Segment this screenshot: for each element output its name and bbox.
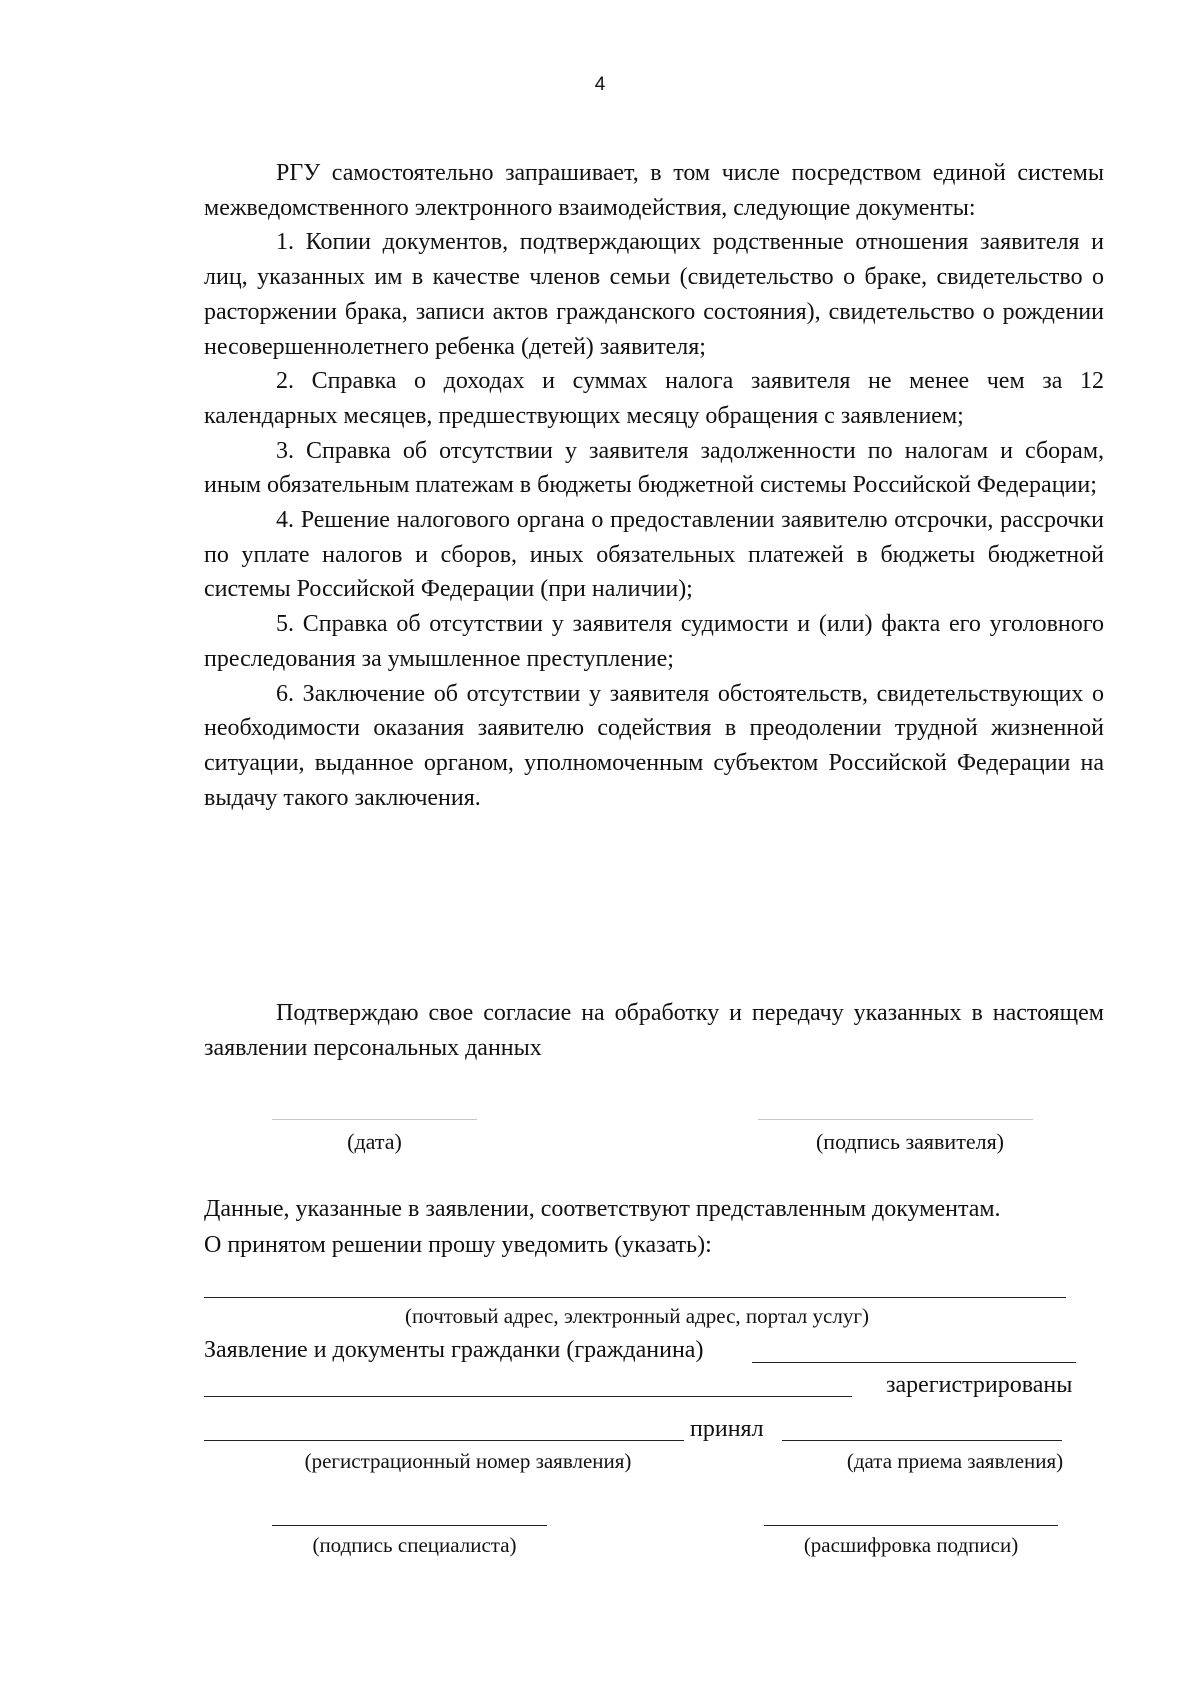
signature-decoding-line[interactable] xyxy=(764,1525,1058,1526)
list-item: 5. Справка об отсутствии у заявителя судимости и (или) факта его уголовного преследования за умышленное преступление; xyxy=(204,611,1104,672)
document-body xyxy=(204,156,1104,815)
list-item: 3. Справка об отсутствии у заявителя задолженности по налогам и сборам, иным обязательным платежам в бюджеты бюджетной системы Российской Федерации; xyxy=(204,437,1104,499)
date-line[interactable] xyxy=(272,1119,477,1120)
citizen-name-line-2[interactable] xyxy=(204,1396,852,1397)
address-label: (почтовый адрес, электронный адрес, портал услуг) xyxy=(405,1304,869,1328)
date-label: (дата) xyxy=(347,1129,402,1154)
registered-text: зарегистрированы xyxy=(886,1372,1073,1398)
registration-docs-text: Заявление и документы гражданки (гражданина) xyxy=(204,1337,704,1363)
intro-paragraph: РГУ самостоятельно запрашивает, в том числе посредством единой системы межведомственного электронного взаимодействия, следующие документы: xyxy=(204,160,1104,221)
accept-date-label: (дата приема заявления) xyxy=(846,1449,1064,1473)
citizen-name-line[interactable] xyxy=(752,1362,1076,1363)
notify-text: О принятом решении прошу уведомить (указать): xyxy=(204,1232,712,1258)
list-item: 4. Решение налогового органа о предоставлении заявителю отсрочки, рассрочки по уплате налогов и сборов, иных обязательных платежей в бюджеты бюджетной системы Российской Федерации (при наличии); xyxy=(204,507,1104,603)
confirm-text: Данные, указанные в заявлении, соответствуют представленным документам. xyxy=(204,1196,1001,1222)
page-number: 4 xyxy=(594,74,606,95)
registration-number-line[interactable] xyxy=(204,1440,684,1441)
signature-decoding-label: (расшифровка подписи) xyxy=(803,1533,1019,1557)
applicant-signature-line[interactable] xyxy=(758,1119,1033,1120)
accept-date-line[interactable] xyxy=(782,1440,1062,1441)
specialist-signature-label: (подпись специалиста) xyxy=(312,1533,517,1557)
list-item: 2. Справка о доходах и суммах налога заявителя не менее чем за 12 календарных месяцев, предшествующих месяцу обращения с заявлением; xyxy=(204,368,1104,429)
consent-paragraph: Подтверждаю свое согласие на обработку и передачу указанных в настоящем заявлении персональных данных xyxy=(204,1000,1104,1061)
registration-number-label: (регистрационный номер заявления) xyxy=(304,1449,632,1473)
applicant-signature-label: (подпись заявителя) xyxy=(815,1129,1005,1154)
specialist-signature-line[interactable] xyxy=(272,1525,547,1526)
address-line[interactable] xyxy=(204,1297,1066,1298)
accepted-text: принял xyxy=(690,1416,764,1442)
list-item: 6. Заключение об отсутствии у заявителя обстоятельств, свидетельствующих о необходимости оказания заявителю содействия в преодолении трудной жизненной ситуации, выданное органом, уполномоченным субъектом Российской Федерации на выдачу такого заключения. xyxy=(204,680,1104,811)
consent-block xyxy=(204,996,1104,1065)
list-item: 1. Копии документов, подтверждающих родственные отношения заявителя и лиц, указанных им в качестве членов семьи (свидетельство о браке, свидетельство о расторжении брака, записи актов гражданского состояния), свидетельство о рождении несовершеннолетнего ребенка (детей) заявителя; xyxy=(204,229,1104,360)
